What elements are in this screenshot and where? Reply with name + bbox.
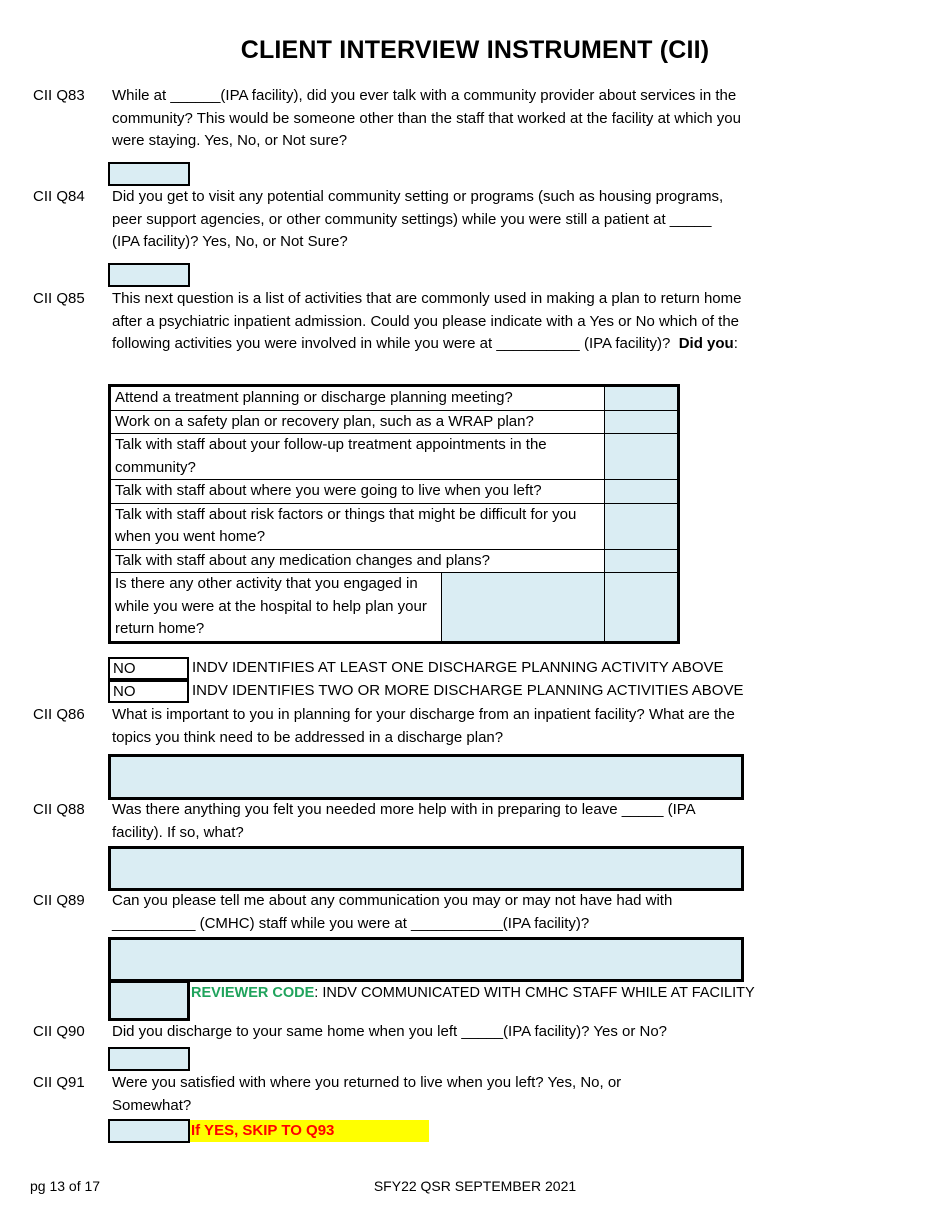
activity-label: Talk with staff about your follow-up treatment appointments in the community? (110, 434, 605, 480)
table-row (110, 573, 679, 643)
answer-box-q88[interactable] (108, 846, 744, 891)
indicator-value[interactable]: NO (108, 680, 189, 703)
table-row (110, 410, 679, 434)
question-text-q84: Did you get to visit any potential community setting or programs (such as housing programs, peer support agencies, or other community settings) while you were still a patient at _____ (IPA facility)? Yes, No, or Not Sure? (112, 188, 724, 250)
question-id-q83: CII Q83 (33, 87, 85, 104)
page-title: CLIENT INTERVIEW INSTRUMENT (CII) (240, 36, 710, 64)
answer-box-q84[interactable] (108, 263, 190, 287)
reviewer-code-text: : INDV COMMUNICATED WITH CMHC STAFF WHILE AT FACILITY (314, 985, 755, 1001)
question-id-q86: CII Q86 (33, 706, 85, 723)
question-text-q88: Was there anything you felt you needed more help with in preparing to leave _____ (IPA facility). If so, what? (112, 801, 695, 841)
activity-label: Talk with staff about risk factors or things that might be difficult for you when you went home? (110, 503, 605, 549)
reviewer-code-tag: REVIEWER CODE (191, 985, 315, 1001)
question-id-q89: CII Q89 (33, 892, 85, 909)
activity-answer-cell[interactable] (605, 549, 679, 573)
activity-answer-cell[interactable] (605, 386, 679, 411)
answer-box-q90[interactable] (108, 1047, 190, 1071)
indicator-value[interactable]: NO (108, 657, 189, 680)
activity-label: Talk with staff about where you were going to live when you left? (110, 480, 605, 504)
activity-answer-cell[interactable] (605, 434, 679, 480)
other-activity-input[interactable] (442, 573, 605, 643)
answer-box-q83[interactable] (108, 162, 190, 186)
table-row (110, 549, 679, 573)
question-text-q85-colon: : (733, 335, 738, 352)
skip-instruction: If YES, SKIP TO Q93 (190, 1120, 429, 1142)
activity-answer-cell[interactable] (605, 573, 679, 643)
table-row (110, 434, 679, 480)
activity-answer-cell[interactable] (605, 480, 679, 504)
question-text-q85 (112, 288, 742, 356)
question-id-q85: CII Q85 (33, 290, 85, 307)
question-id-q90: CII Q90 (33, 1023, 85, 1040)
question-text-q85-bold: Did you (678, 335, 734, 352)
table-row (110, 503, 679, 549)
question-text-q85-main: This next question is a list of activities that are commonly used in making a plan to return home after a psychiatric inpatient admission. Could you please indicate with a Yes or No which of the following activities you were involved in while you were at __________ (IPA facility)? (112, 290, 742, 352)
question-text-q83: While at ______(IPA facility), did you ever talk with a community provider about services in the community? This would be someone other than the staff that worked at the facility at which you were staying. Yes, No, or Not sure? (112, 87, 741, 149)
reviewer-code-note (191, 983, 755, 1003)
question-text-q89: Can you please tell me about any communication you may or may not have had with __________ (CMHC) staff while you were at ___________(IPA facility)? (112, 892, 673, 932)
activity-answer-cell[interactable] (605, 410, 679, 434)
activity-label: Is there any other activity that you engaged in while you were at the hospital to help plan your return home? (110, 573, 442, 643)
activity-label: Work on a safety plan or recovery plan, such as a WRAP plan? (110, 410, 605, 434)
answer-box-q89[interactable] (108, 937, 744, 982)
reviewer-code-box[interactable] (108, 980, 190, 1021)
footer-center-text: SFY22 QSR SEPTEMBER 2021 (373, 1178, 577, 1194)
activity-answer-cell[interactable] (605, 503, 679, 549)
table-row (110, 480, 679, 504)
activity-label: Talk with staff about any medication changes and plans? (110, 549, 605, 573)
indicator-label: INDV IDENTIFIES AT LEAST ONE DISCHARGE PLANNING ACTIVITY ABOVE (192, 659, 724, 676)
activities-table (108, 384, 680, 644)
page-number: pg 13 of 17 (30, 1178, 101, 1194)
question-text-q90: Did you discharge to your same home when you left _____(IPA facility)? Yes or No? (112, 1023, 668, 1040)
answer-box-q91[interactable] (108, 1119, 190, 1143)
question-id-q84: CII Q84 (33, 188, 85, 205)
question-text-q91: Were you satisfied with where you returned to live when you left? Yes, No, or Somewhat? (112, 1074, 622, 1114)
answer-box-q86[interactable] (108, 754, 744, 800)
question-id-q91: CII Q91 (33, 1074, 85, 1091)
question-text-q86: What is important to you in planning for your discharge from an inpatient facility? What are the topics you think need to be addressed in a discharge plan? (112, 706, 735, 746)
indicator-label: INDV IDENTIFIES TWO OR MORE DISCHARGE PLANNING ACTIVITIES ABOVE (192, 682, 744, 699)
question-id-q88: CII Q88 (33, 801, 85, 818)
activity-label: Attend a treatment planning or discharge planning meeting? (110, 386, 605, 411)
table-row (110, 386, 679, 411)
